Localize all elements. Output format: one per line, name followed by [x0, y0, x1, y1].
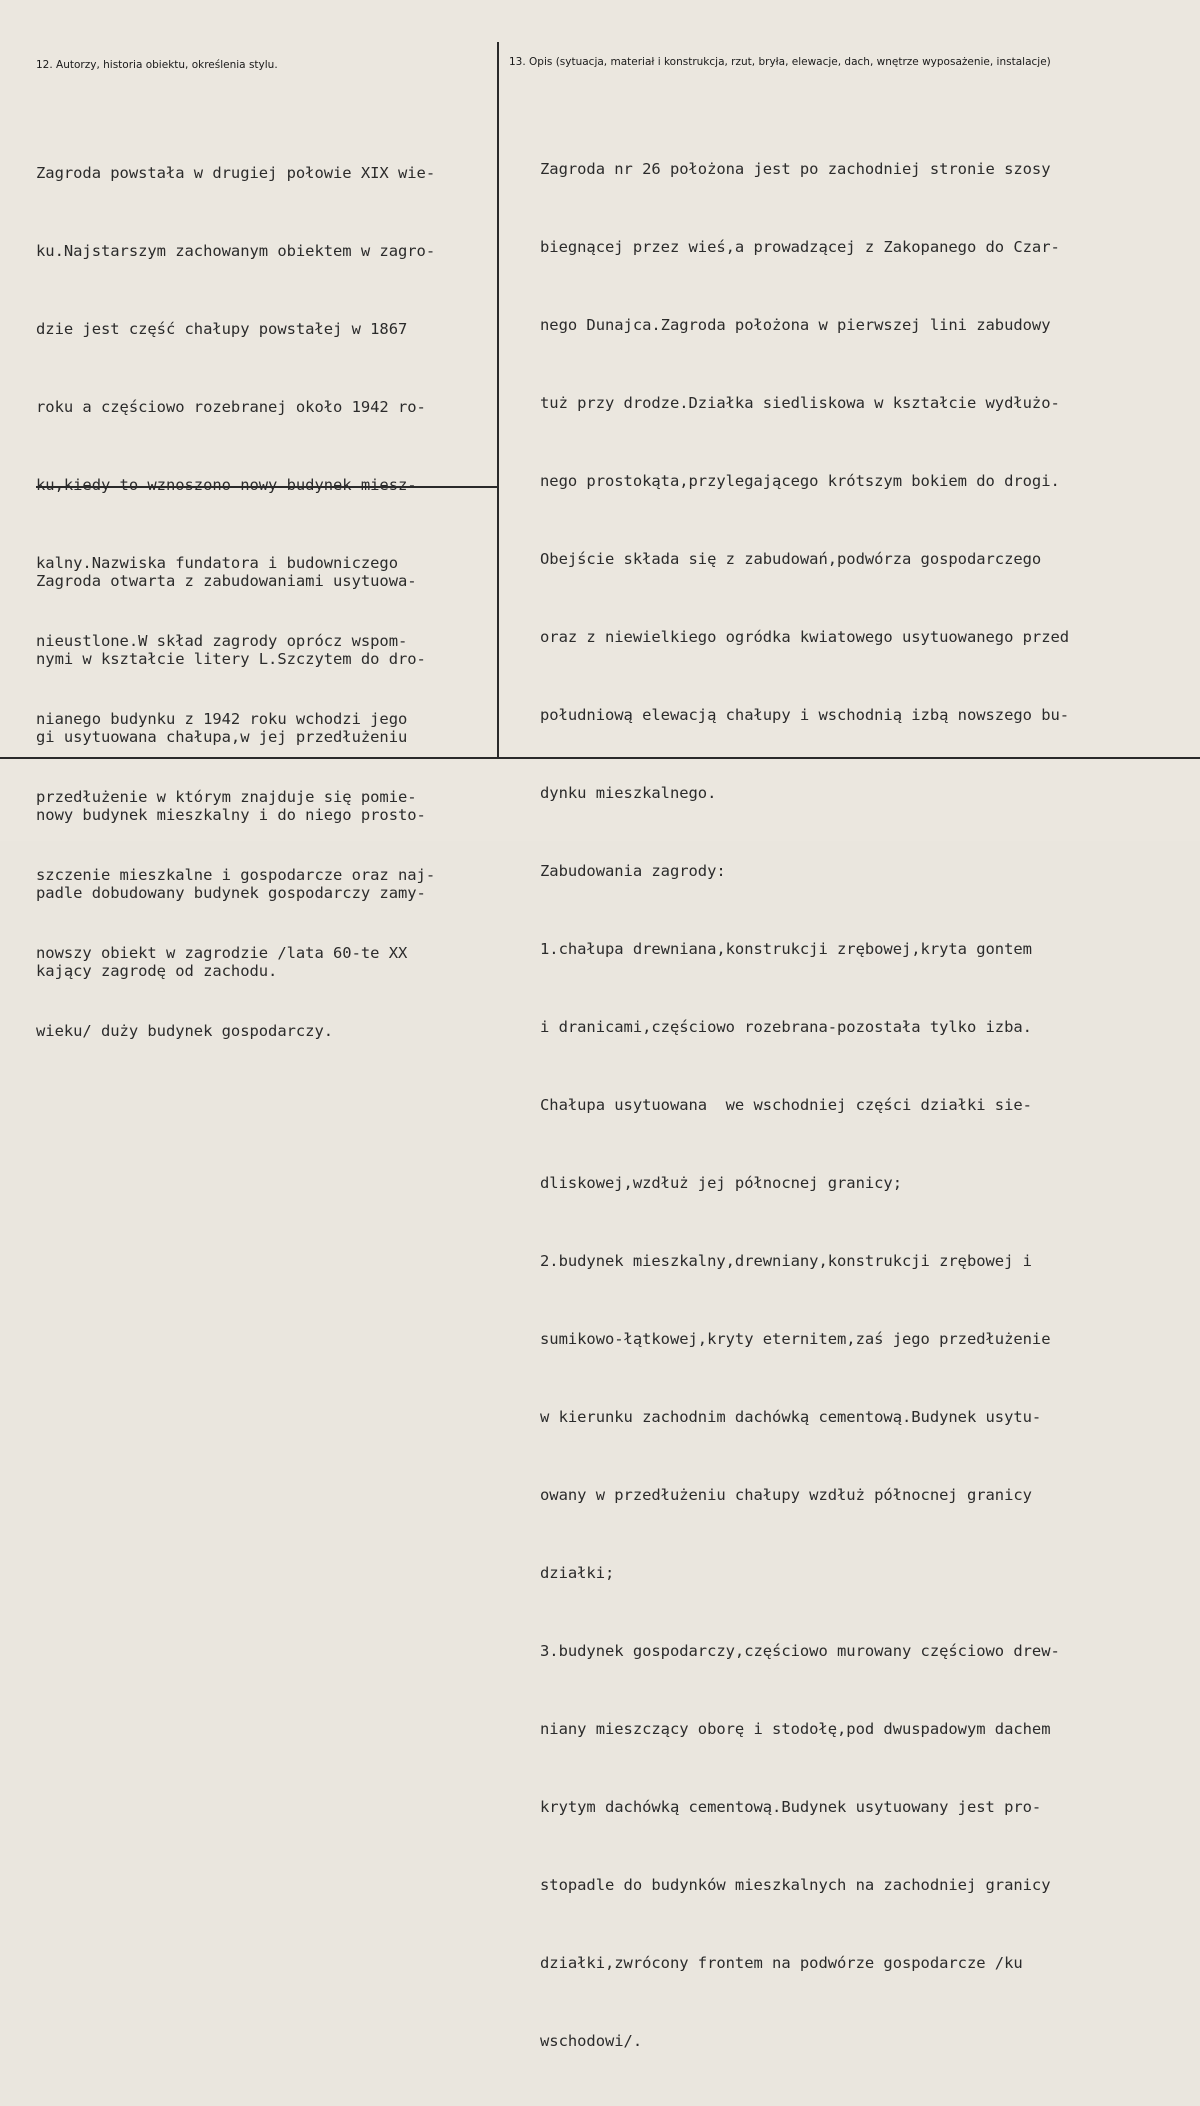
- text-line: Chałupa usytuowana we wschodniej części działki sie-: [540, 1096, 1032, 1114]
- text-line: Zabudowania zagrody:: [540, 862, 726, 880]
- text-line: dliskowej,wzdłuż jej północnej granicy;: [540, 1174, 902, 1192]
- text-line: gi usytuowana chałupa,w jej przedłużeniu: [36, 728, 408, 746]
- field-12-label: 12. Autorzy, historia obiektu, określenia stylu.: [36, 59, 278, 71]
- layout-text: [36, 516, 426, 1036]
- text-line: Zagroda powstała w drugiej połowie XIX wie-: [36, 164, 436, 182]
- text-line: sumikowo-łątkowej,kryty eternitem,zaś jego przedłużenie: [540, 1330, 1051, 1348]
- text-line: działki;: [540, 1564, 615, 1582]
- text-line: działki,zwrócony frontem na podwórze gospodarcze /ku: [540, 1954, 1023, 1972]
- text-line: przedłużenie w którym znajduje się pomie-: [36, 788, 417, 806]
- text-line: wieku/ duży budynek gospodarczy.: [36, 1022, 334, 1040]
- field-13-label: 13. Opis (sytuacja, materiał i konstrukcja, rzut, bryła, elewacje, dach, wnętrze wyposażenie, instalacje): [509, 56, 1051, 68]
- text-line: wschodowi/.: [540, 2032, 643, 2050]
- text-line: kający zagrodę od zachodu.: [36, 962, 278, 980]
- text-line: 3.budynek gospodarczy,częściowo murowany częściowo drew-: [540, 1642, 1060, 1660]
- text-line: w kierunku zachodnim dachówką cementową.Budynek usytu-: [540, 1408, 1042, 1426]
- text-line: ku,kiedy to wznoszono nowy budynek miesz-: [36, 476, 417, 494]
- text-line: Obejście składa się z zabudowań,podwórza gospodarczego: [540, 550, 1042, 568]
- text-line: oraz z niewielkiego ogródka kwiatowego usytuowanego przed: [540, 628, 1070, 646]
- text-line: padle dobudowany budynek gospodarczy zamy-: [36, 884, 426, 902]
- text-line: krytym dachówką cementową.Budynek usytuowany jest pro-: [540, 1798, 1042, 1816]
- text-line: owany w przedłużeniu chałupy wzdłuż północnej granicy: [540, 1486, 1032, 1504]
- text-line: 2.budynek mieszkalny,drewniany,konstrukcji zrębowej i: [540, 1252, 1032, 1270]
- text-line: 1.chałupa drewniana,konstrukcji zrębowej,kryta gontem: [540, 940, 1032, 958]
- text-line: szczenie mieszkalne i gospodarcze oraz naj-: [36, 866, 436, 884]
- column-divider: [497, 42, 499, 758]
- text-line: roku a częściowo rozebranej około 1942 ro-: [36, 398, 426, 416]
- text-line: dynku mieszkalnego.: [540, 784, 717, 802]
- text-line: nego prostokąta,przylegającego krótszym bokiem do drogi.: [540, 472, 1060, 490]
- text-line: Zagroda otwarta z zabudowaniami usytuowa-: [36, 572, 417, 590]
- text-line: nymi w kształcie litery L.Szczytem do dro-: [36, 650, 426, 668]
- text-line: nowy budynek mieszkalny i do niego prosto-: [36, 806, 426, 824]
- text-line: kalny.Nazwiska fundatora i budowniczego: [36, 554, 398, 572]
- text-line: biegnącej przez wieś,a prowadzącej z Zakopanego do Czar-: [540, 238, 1060, 256]
- text-line: nego Dunajca.Zagroda położona w pierwszej lini zabudowy: [540, 316, 1051, 334]
- text-line: południową elewacją chałupy i wschodnią izbą nowszego bu-: [540, 706, 1070, 724]
- text-line: nieustlone.W skład zagrody oprócz wspom-: [36, 632, 408, 650]
- text-line: stopadle do budynków mieszkalnych na zachodniej granicy: [540, 1876, 1051, 1894]
- text-line: Zagroda nr 26 położona jest po zachodniej stronie szosy: [540, 160, 1051, 178]
- text-line: nowszy obiekt w zagrodzie /lata 60-te XX: [36, 944, 408, 962]
- text-line: i dranicami,częściowo rozebrana-pozostała tylko izba.: [540, 1018, 1032, 1036]
- text-line: ku.Najstarszym zachowanym obiektem w zagro-: [36, 242, 436, 260]
- text-line: tuż przy drodze.Działka siedliskowa w kształcie wydłużo-: [540, 394, 1060, 412]
- text-line: niany mieszczący oborę i stodołę,pod dwuspadowym dachem: [540, 1720, 1051, 1738]
- text-line: nianego budynku z 1942 roku wchodzi jego: [36, 710, 408, 728]
- description-text: [540, 104, 1069, 2106]
- text-line: dzie jest część chałupy powstałej w 1867: [36, 320, 408, 338]
